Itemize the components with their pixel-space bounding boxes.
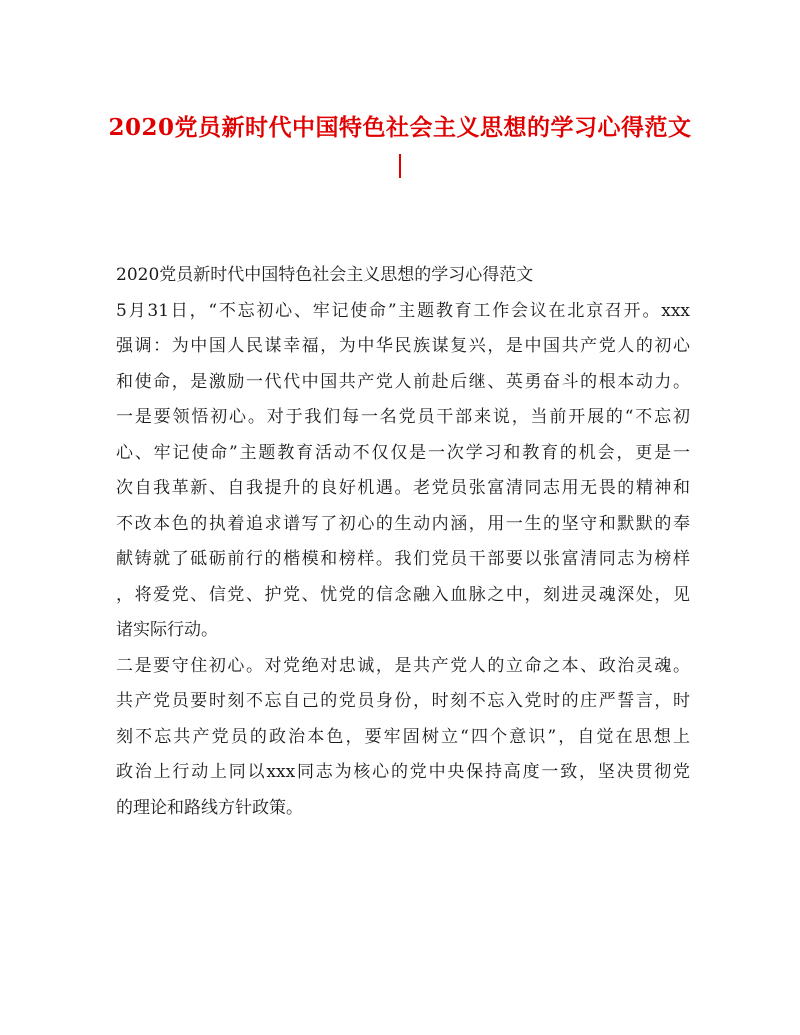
body-line: 一是要领悟初心。对于我们每一名党员干部来说，当前开展的“不忘初 <box>116 407 690 427</box>
body-line: 诸实际行动。 <box>116 620 218 640</box>
document-body <box>116 258 690 826</box>
document-title: 2020党员新时代中国特色社会主义思想的学习心得范文 <box>108 114 692 141</box>
body-line: ，将爱党、信党、护党、忧党的信念融入血脉之中，刻进灵魂深处，见 <box>116 584 690 605</box>
body-line: 刻不忘共产党员的政治本色，要牢固树立“四个意识”，自觉在思想上 <box>116 726 690 747</box>
body-line: 2020党员新时代中国特色社会主义思想的学习心得范文 <box>116 265 534 285</box>
body-line: 不改本色的执着追求谱写了初心的生动内涵，用一生的坚守和默默的奉 <box>116 513 690 534</box>
body-line: 政治上行动上同以xxx同志为核心的党中央保持高度一致，坚决贯彻党 <box>116 762 690 782</box>
body-line: 和使命，是激励一代代中国共产党人前赴后继、英勇奋斗的根本动力。 <box>116 371 690 392</box>
body-line: 次自我革新、自我提升的良好机遇。老党员张富清同志用无畏的精神和 <box>116 478 690 498</box>
body-line: 的理论和路线方针政策。 <box>116 797 303 818</box>
body-line: 献铸就了砥砺前行的楷模和榜样。我们党员干部要以张富清同志为榜样 <box>116 549 690 569</box>
body-line: 5月31日，“不忘初心、牢记使命”主题教育工作会议在北京召开。xxx <box>116 300 690 321</box>
body-line: 强调：为中国人民谋幸福，为中华民族谋复兴，是中国共产党人的初心 <box>116 336 690 356</box>
title-separator-bar <box>399 154 401 178</box>
body-line: 共产党员要时刻不忘自己的党员身份，时刻不忘入党时的庄严誓言，时 <box>116 691 690 711</box>
body-line: 二是要守住初心。对党绝对忠诚，是共产党人的立命之本、政治灵魂。 <box>116 655 690 676</box>
body-line: 心、牢记使命”主题教育活动不仅仅是一次学习和教育的机会，更是一 <box>116 442 690 463</box>
